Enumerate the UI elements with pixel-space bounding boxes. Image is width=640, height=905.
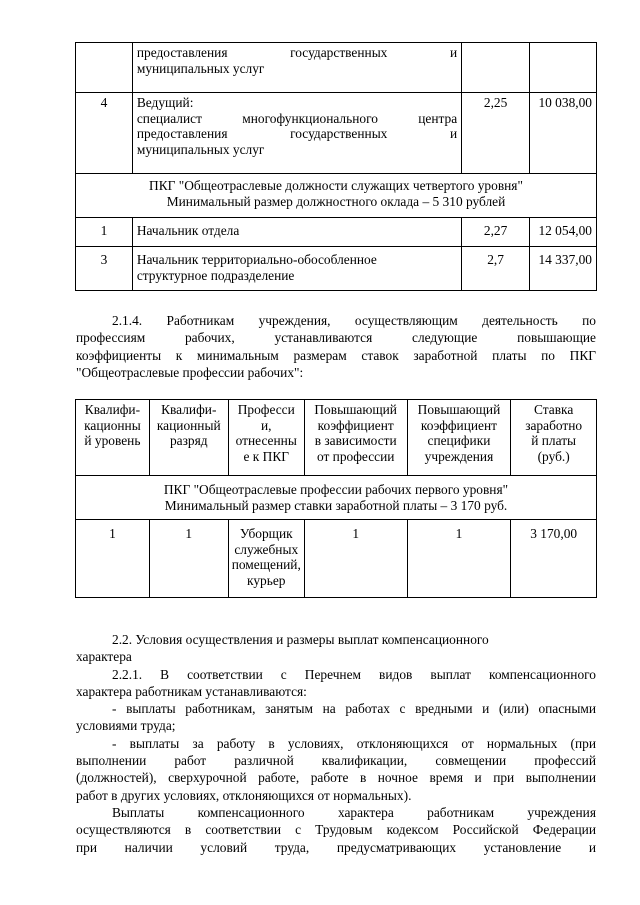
- paragraph-line: "Общеотраслевые профессии рабочих":: [76, 364, 304, 380]
- profession: Уборщик служебных помещений, курьер: [228, 520, 304, 598]
- table-row: [76, 218, 597, 247]
- bullet-line: работ в других условиях, отклоняющихся от нормальных).: [76, 787, 412, 803]
- coefficient: [462, 43, 530, 93]
- paragraph-line: профессиям рабочих, устанавливаются следующие повышающие: [76, 330, 596, 346]
- row-number: 4: [76, 93, 133, 174]
- position-line: муниципальных услуг: [136, 60, 265, 76]
- paragraph-line: осуществляются в соответствии с Трудовым кодексом Российской Федерации: [76, 822, 596, 838]
- rate: 3 170,00: [511, 520, 597, 598]
- qualification-level: 1: [76, 520, 150, 598]
- bullet-line: (должностей), сверхурочной работе, работе в ночное время и при выполнении: [76, 770, 596, 786]
- section-title-line: характера: [76, 649, 132, 665]
- bullet-line: условиями труда;: [76, 718, 176, 734]
- profession-coefficient: 1: [304, 520, 407, 598]
- paragraph-2-1-4: [76, 312, 596, 381]
- paragraph-line: 2.1.4. Работникам учреждения, осуществляющим деятельность по: [112, 313, 596, 328]
- paragraph-line: 2.2.1. В соответствии с Перечнем видов выплат компенсационного: [112, 666, 596, 682]
- group-min-rate: Минимальный размер ставки заработной платы – 3 170 руб.: [164, 497, 508, 513]
- header-qualification-level: Квалифи- кационны й уровень: [76, 400, 150, 476]
- position-name: [132, 93, 461, 174]
- header-rate: Ставка заработно й платы (руб.): [511, 400, 597, 476]
- worker-rates-table: [75, 399, 597, 598]
- section-title-line: 2.2. Условия осуществления и размеры выплат компенсационного: [112, 632, 489, 647]
- coefficient: 2,7: [462, 247, 530, 291]
- row-number: [76, 43, 133, 93]
- coefficient: 2,25: [462, 93, 530, 174]
- bullet-line: - выплаты работникам, занятым на работах с вредными и (или) опасными: [112, 701, 596, 717]
- section-2-2: [76, 631, 596, 856]
- paragraph-line: коэффициенты к минимальным размерам ставок заработной платы по ПКГ: [76, 347, 596, 363]
- position-name: [132, 43, 461, 93]
- header-institution-coefficient: Повышающий коэффициент специфики учреждения: [407, 400, 511, 476]
- position-line: муниципальных услуг: [136, 141, 265, 157]
- group-header-row: [76, 174, 597, 218]
- header-qualification-grade: Квалифи- кационный разряд: [149, 400, 228, 476]
- row-number: 1: [76, 218, 133, 247]
- position-line: Начальник территориально-обособленное: [136, 252, 377, 267]
- table-row: [76, 520, 597, 598]
- position-line: предоставления государственных и: [136, 126, 458, 141]
- salary: 14 337,00: [530, 247, 597, 291]
- coefficient: 2,27: [462, 218, 530, 247]
- row-number: 3: [76, 247, 133, 291]
- position-line: структурное подразделение: [136, 267, 295, 283]
- salary: 10 038,00: [530, 93, 597, 174]
- paragraph-line: Выплаты компенсационного характера работникам учреждения: [112, 804, 596, 820]
- table-row: [76, 43, 597, 93]
- salary: 12 054,00: [530, 218, 597, 247]
- group-min-salary: Минимальный размер должностного оклада – 5 310 рублей: [166, 193, 506, 209]
- group-title: ПКГ "Общеотраслевые должности служащих четвертого уровня": [149, 178, 523, 193]
- position-name: Начальник отдела: [132, 218, 461, 247]
- bullet-line: - выплаты за работу в условиях, отклоняющихся от нормальных (при: [112, 735, 596, 751]
- salary: [530, 43, 597, 93]
- table-row: [76, 93, 597, 174]
- institution-coefficient: 1: [407, 520, 511, 598]
- position-name: [132, 247, 461, 291]
- table-header-row: [76, 400, 597, 476]
- group-header-row: [76, 476, 597, 520]
- position-line: специалист многофункционального центра: [136, 110, 458, 126]
- paragraph-line: при наличии условий труда, предусматривающих установление и: [76, 839, 596, 855]
- group-header: [76, 476, 597, 520]
- header-professions: Професси и, отнесенны е к ПКГ: [228, 400, 304, 476]
- paragraph-line: характера работникам устанавливаются:: [76, 683, 307, 699]
- table-row: [76, 247, 597, 291]
- qualification-grade: 1: [149, 520, 228, 598]
- group-title: ПКГ "Общеотраслевые профессии рабочих первого уровня": [163, 482, 509, 497]
- group-header: [76, 174, 597, 218]
- position-line: предоставления государственных и: [136, 45, 458, 60]
- bullet-line: выполнении работ различной квалификации, совмещении профессий: [76, 753, 596, 769]
- salary-table-servants: [75, 42, 597, 291]
- header-profession-coefficient: Повышающий коэффициент в зависимости от профессии: [304, 400, 407, 476]
- position-line: Ведущий:: [136, 95, 194, 110]
